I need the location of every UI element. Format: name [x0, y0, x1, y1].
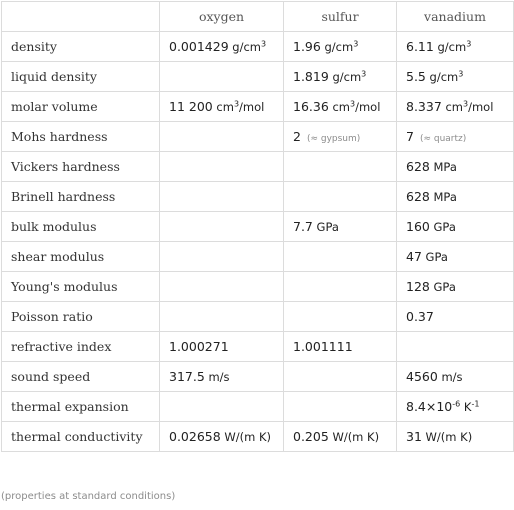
- table-cell: [284, 122, 397, 152]
- cell-unit: GPa: [312, 220, 339, 234]
- cell-unit: W/(m K): [328, 430, 380, 444]
- cell-num: 0.001429: [169, 39, 229, 54]
- table-cell: [397, 152, 514, 182]
- table-cell: [160, 32, 284, 62]
- table-cell: [284, 152, 397, 182]
- cell-num: 6.11: [406, 39, 434, 54]
- cell-num: 31: [406, 429, 422, 444]
- cell-unit: g/cm: [320, 40, 354, 54]
- table-cell: [160, 422, 284, 452]
- table-cell: [284, 362, 397, 392]
- table-cell: [160, 212, 284, 242]
- cell-num: 0.205: [293, 429, 329, 444]
- cell-unit: GPa: [429, 280, 456, 294]
- cell-unit: MPa: [429, 160, 457, 174]
- row-label: density: [2, 32, 160, 62]
- table-cell: [397, 212, 514, 242]
- cell-unit: g/cm: [328, 70, 362, 84]
- cell-unit: m/s: [437, 370, 463, 384]
- column-header-sulfur: sulfur: [284, 2, 397, 32]
- row-label: thermal conductivity: [2, 422, 160, 452]
- cell-unit2: /mol: [468, 100, 494, 114]
- cell-num: 11 200: [169, 99, 213, 114]
- table-cell: [284, 242, 397, 272]
- cell-num: 2: [293, 129, 301, 144]
- table-cell: [397, 32, 514, 62]
- cell-sup: 3: [349, 99, 356, 109]
- cell-num: 47: [406, 249, 422, 264]
- table-cell: [397, 302, 514, 332]
- cell-num: 7: [406, 129, 414, 144]
- cell-unit: MPa: [429, 190, 457, 204]
- table-row: [2, 242, 514, 272]
- cell-num: 1.819: [293, 69, 329, 84]
- table-cell: [160, 92, 284, 122]
- cell-sup: 3: [361, 69, 367, 79]
- cell-num: 8.337: [406, 99, 442, 114]
- cell-num: 0.02658: [169, 429, 221, 444]
- table-cell: [160, 392, 284, 422]
- table-cell: [160, 302, 284, 332]
- cell-note: (≈ quartz): [419, 134, 467, 144]
- table-cell: [397, 422, 514, 452]
- cell-unit: g/cm: [228, 40, 262, 54]
- cell-num: 160: [406, 219, 430, 234]
- table-row: [2, 362, 514, 392]
- table-row: [2, 92, 514, 122]
- cell-num: 628: [406, 159, 430, 174]
- properties-table: [1, 1, 514, 452]
- cell-unit: cm: [212, 100, 234, 114]
- table-cell: [397, 242, 514, 272]
- row-label: Mohs hardness: [2, 122, 160, 152]
- table-cell: [397, 272, 514, 302]
- cell-num: 16.36: [293, 99, 329, 114]
- cell-unit: W/(m K): [421, 430, 473, 444]
- row-label: Poisson ratio: [2, 302, 160, 332]
- table-cell: [284, 182, 397, 212]
- table-cell: [284, 212, 397, 242]
- cell-unit: GPa: [429, 220, 456, 234]
- table-cell: [284, 62, 397, 92]
- table-row: [2, 122, 514, 152]
- cell-sup2: -1: [471, 399, 480, 409]
- header-row: [2, 2, 514, 32]
- table-cell: [397, 362, 514, 392]
- cell-num: 1.001111: [293, 339, 353, 354]
- table-cell: [284, 92, 397, 122]
- table-cell: [160, 272, 284, 302]
- cell-unit: g/cm: [425, 70, 459, 84]
- table-row: [2, 332, 514, 362]
- table-cell: [284, 302, 397, 332]
- table-row: [2, 392, 514, 422]
- cell-num: 0.37: [406, 309, 434, 324]
- table-cell: [397, 392, 514, 422]
- table-row: [2, 272, 514, 302]
- table-cell: [160, 242, 284, 272]
- table-cell: [160, 62, 284, 92]
- table-cell: [397, 92, 514, 122]
- cell-unit: m/s: [204, 370, 230, 384]
- header-corner: [2, 2, 160, 32]
- cell-num: 317.5: [169, 369, 205, 384]
- cell-num: 7.7: [293, 219, 313, 234]
- cell-sup: -6: [452, 399, 461, 409]
- cell-sup: 3: [233, 99, 240, 109]
- row-label: shear modulus: [2, 242, 160, 272]
- table-cell: [284, 332, 397, 362]
- table-cell: [160, 152, 284, 182]
- table-cell: [397, 182, 514, 212]
- cell-sup: 3: [353, 39, 359, 49]
- table-row: [2, 422, 514, 452]
- cell-unit: W/(m K): [220, 430, 271, 444]
- table-cell: [284, 422, 397, 452]
- row-label: thermal expansion: [2, 392, 160, 422]
- table-cell: [160, 182, 284, 212]
- table-row: [2, 152, 514, 182]
- row-label: Brinell hardness: [2, 182, 160, 212]
- table-row: [2, 62, 514, 92]
- cell-sup: 3: [458, 69, 464, 79]
- table-cell: [397, 332, 514, 362]
- cell-unit: g/cm: [433, 40, 467, 54]
- cell-sup: 3: [261, 39, 267, 49]
- cell-sup: 3: [466, 39, 472, 49]
- row-label: bulk modulus: [2, 212, 160, 242]
- table-body: [2, 32, 514, 452]
- table-cell: [160, 332, 284, 362]
- table-cell: [284, 32, 397, 62]
- table-row: [2, 212, 514, 242]
- table-cell: [397, 122, 514, 152]
- column-header-oxygen: oxygen: [160, 2, 284, 32]
- cell-unit2: K: [460, 400, 472, 414]
- cell-sup: 3: [462, 99, 469, 109]
- row-label: sound speed: [2, 362, 160, 392]
- table-cell: [284, 272, 397, 302]
- table-cell: [160, 122, 284, 152]
- table-cell: [284, 392, 397, 422]
- cell-unit2: /mol: [355, 100, 381, 114]
- cell-unit: cm: [441, 100, 463, 114]
- table-row: [2, 182, 514, 212]
- cell-num: 1.96: [293, 39, 321, 54]
- table-cell: [397, 62, 514, 92]
- column-header-vanadium: vanadium: [397, 2, 514, 32]
- cell-num: 5.5: [406, 69, 426, 84]
- row-label: liquid density: [2, 62, 160, 92]
- table-cell: [160, 362, 284, 392]
- cell-num: 8.4×10: [406, 399, 453, 414]
- cell-num: 1.000271: [169, 339, 229, 354]
- table-row: [2, 32, 514, 62]
- cell-num: 628: [406, 189, 430, 204]
- row-label: Vickers hardness: [2, 152, 160, 182]
- cell-unit: GPa: [421, 250, 448, 264]
- table-row: [2, 302, 514, 332]
- cell-unit: cm: [328, 100, 350, 114]
- cell-note: (≈ gypsum): [306, 134, 361, 144]
- cell-num: 128: [406, 279, 430, 294]
- row-label: molar volume: [2, 92, 160, 122]
- row-label: Young's modulus: [2, 272, 160, 302]
- cell-num: 4560: [406, 369, 438, 384]
- footnote: (properties at standard conditions): [1, 491, 176, 502]
- cell-unit2: /mol: [239, 100, 265, 114]
- row-label: refractive index: [2, 332, 160, 362]
